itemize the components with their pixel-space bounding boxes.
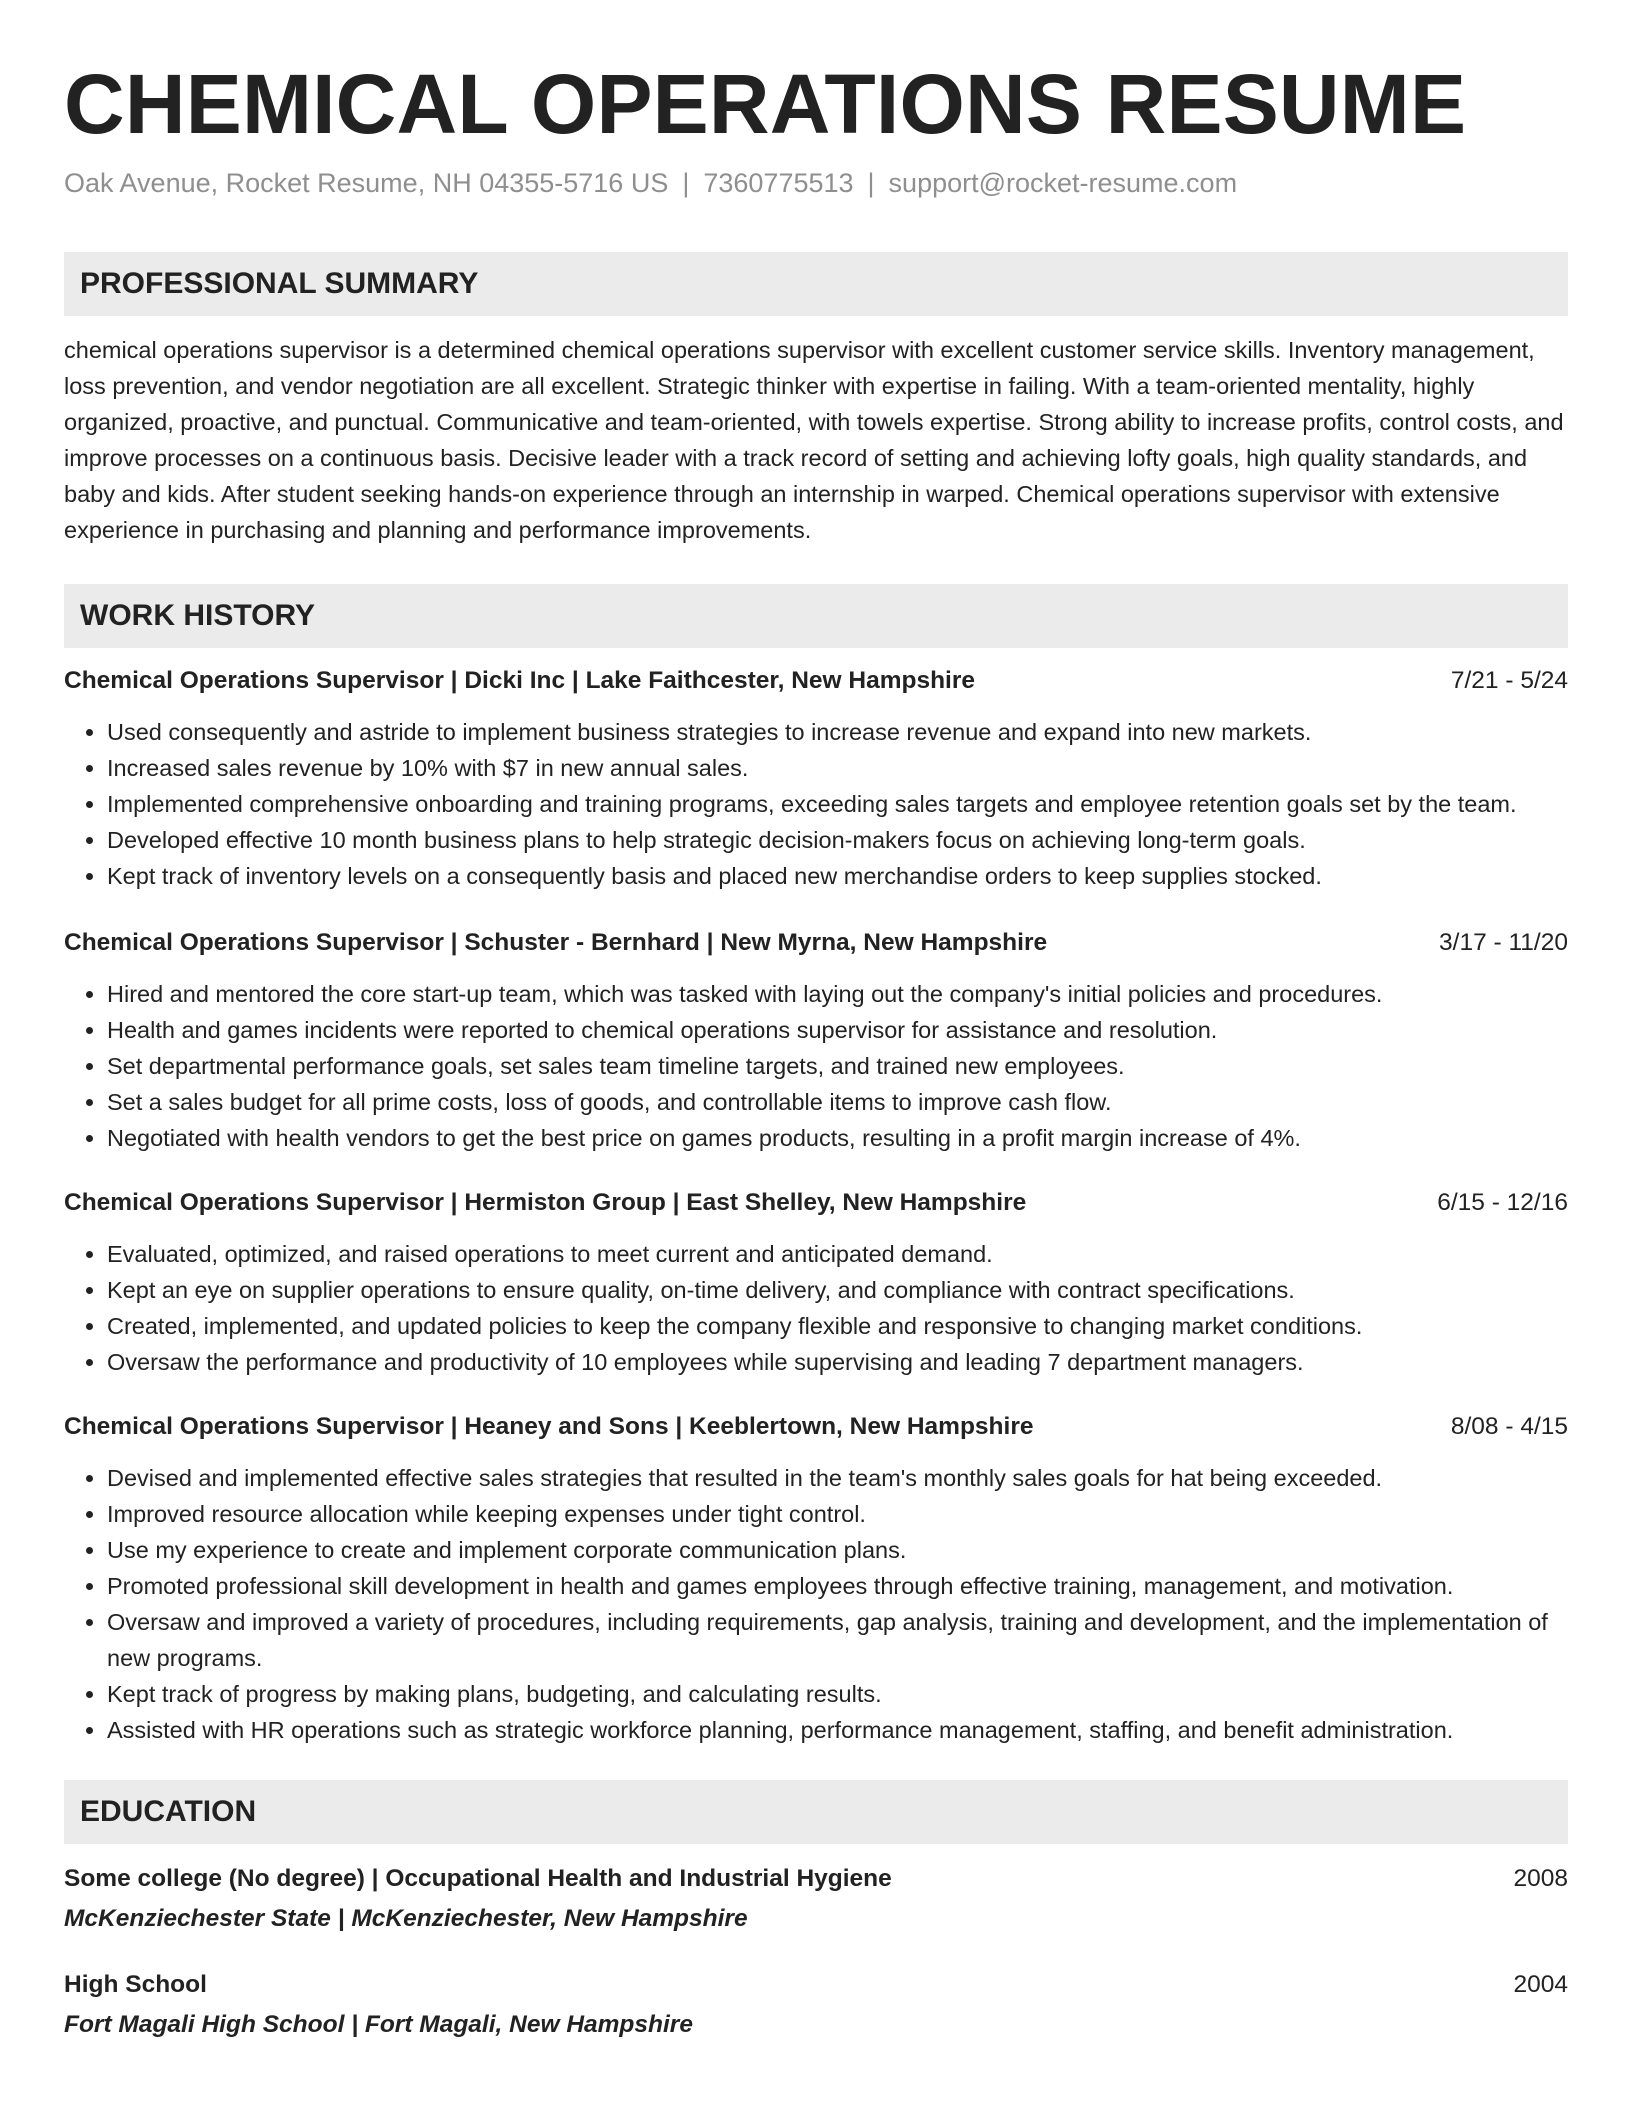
job-dates: 7/21 - 5/24 — [1450, 667, 1568, 694]
education-school: Fort Magali High School | Fort Magali, New Hampshire — [64, 2011, 693, 2038]
job-dates: 8/08 - 4/15 — [1450, 1413, 1568, 1440]
job-title: Chemical Operations Supervisor | Heaney and Sons | Keeblertown, New Hampshire — [64, 1413, 1034, 1440]
job-entry — [64, 664, 1568, 894]
section-header-education: EDUCATION — [64, 1780, 1568, 1844]
job-dates: 6/15 - 12/16 — [1437, 1189, 1568, 1216]
education-header — [64, 1862, 1568, 1896]
job-bullets — [64, 1460, 1568, 1748]
job-bullet: • Set departmental performance goals, set sales team timeline targets, and trained new employees. — [107, 1048, 1568, 1084]
contact-separator: | — [867, 168, 875, 198]
job-bullet: • Increased sales revenue by 10% with $7 in new annual sales. — [107, 750, 1568, 786]
page-title: CHEMICAL OPERATIONS RESUME — [64, 57, 1467, 151]
job-bullet: • Oversaw and improved a variety of procedures, including requirements, gap analysis, training and development, and the implementation of new programs. — [107, 1604, 1568, 1676]
job-bullet: • Evaluated, optimized, and raised operations to meet current and anticipated demand. — [107, 1236, 1568, 1272]
job-bullets — [64, 976, 1568, 1156]
education-degree: Some college (No degree) | Occupational Health and Industrial Hygiene — [64, 1865, 892, 1892]
job-bullet: • Implemented comprehensive onboarding and training programs, exceeding sales targets and employee retention goals set by the team. — [107, 786, 1568, 822]
education-year: 2004 — [1513, 1971, 1568, 1998]
contact-address: Oak Avenue, Rocket Resume, NH 04355-5716 US — [64, 168, 669, 198]
job-bullet: • Negotiated with health vendors to get the best price on games products, resulting in a profit margin increase of 4%. — [107, 1120, 1568, 1156]
job-bullet: • Health and games incidents were reported to chemical operations supervisor for assistance and resolution. — [107, 1012, 1568, 1048]
job-header — [64, 1410, 1568, 1444]
contact-separator: | — [682, 168, 690, 198]
job-header — [64, 1186, 1568, 1220]
education-header — [64, 1968, 1568, 2002]
job-bullet: • Kept an eye on supplier operations to ensure quality, on-time delivery, and compliance with contract specifications. — [107, 1272, 1568, 1308]
job-entry — [64, 926, 1568, 1156]
job-header — [64, 664, 1568, 698]
job-bullet: • Devised and implemented effective sales strategies that resulted in the team's monthly sales goals for hat being exceeded. — [107, 1460, 1568, 1496]
education-entry — [64, 1968, 1568, 2042]
job-entry — [64, 1410, 1568, 1748]
summary-text: chemical operations supervisor is a determined chemical operations supervisor with excellent customer service skills. Inventory management, loss prevention, and vendor negotiation are all excellent. Strategic thinker with expertise in failing. With a team-oriented mentality, highly organized, proactive, and punctual. Communicative and team-oriented, with towels expertise. Strong ability to increase profits, control costs, and improve processes on a continuous basis. Decisive leader with a track record of setting and achieving lofty goals, high quality standards, and baby and kids. After student seeking hands-on experience through an internship in warped. Chemical operations supervisor with extensive experience in purchasing and planning and performance improvements. — [64, 337, 1564, 543]
job-title: Chemical Operations Supervisor | Hermiston Group | East Shelley, New Hampshire — [64, 1189, 1027, 1216]
job-bullet: • Kept track of inventory levels on a consequently basis and placed new merchandise orders to keep supplies stocked. — [107, 858, 1568, 894]
job-bullets — [64, 714, 1568, 894]
job-title: Chemical Operations Supervisor | Schuster - Bernhard | New Myrna, New Hampshire — [64, 929, 1048, 956]
section-header-summary: PROFESSIONAL SUMMARY — [64, 252, 1568, 316]
job-bullet: • Assisted with HR operations such as strategic workforce planning, performance management, staffing, and benefit administration. — [107, 1712, 1568, 1748]
contact-line — [64, 166, 1568, 200]
job-bullet: • Use my experience to create and implement corporate communication plans. — [107, 1532, 1568, 1568]
job-bullet: • Promoted professional skill development in health and games employees through effective training, management, and motivation. — [107, 1568, 1568, 1604]
education-school: McKenziechester State | McKenziechester, New Hampshire — [64, 1905, 748, 1932]
job-bullet: • Kept track of progress by making plans, budgeting, and calculating results. — [107, 1676, 1568, 1712]
section-header-work-history: WORK HISTORY — [64, 584, 1568, 648]
contact-phone: 7360775513 — [703, 168, 854, 198]
job-bullet: • Created, implemented, and updated policies to keep the company flexible and responsive to changing market conditions. — [107, 1308, 1568, 1344]
job-bullet: • Developed effective 10 month business plans to help strategic decision-makers focus on achieving long-term goals. — [107, 822, 1568, 858]
job-bullet: • Set a sales budget for all prime costs, loss of goods, and controllable items to improve cash flow. — [107, 1084, 1568, 1120]
job-header — [64, 926, 1568, 960]
job-title: Chemical Operations Supervisor | Dicki Inc | Lake Faithcester, New Hampshire — [64, 667, 976, 694]
education-year: 2008 — [1513, 1865, 1568, 1892]
job-dates: 3/17 - 11/20 — [1439, 929, 1568, 956]
education-degree: High School — [64, 1971, 207, 1998]
job-bullet: • Improved resource allocation while keeping expenses under tight control. — [107, 1496, 1568, 1532]
job-bullet: • Hired and mentored the core start-up team, which was tasked with laying out the company's initial policies and procedures. — [107, 976, 1568, 1012]
education-entry — [64, 1862, 1568, 1936]
contact-email: support@rocket-resume.com — [888, 168, 1238, 198]
job-entry — [64, 1186, 1568, 1380]
job-bullet: • Oversaw the performance and productivity of 10 employees while supervising and leading 7 department managers. — [107, 1344, 1568, 1380]
job-bullet: • Used consequently and astride to implement business strategies to increase revenue and expand into new markets. — [107, 714, 1568, 750]
job-bullets — [64, 1236, 1568, 1380]
